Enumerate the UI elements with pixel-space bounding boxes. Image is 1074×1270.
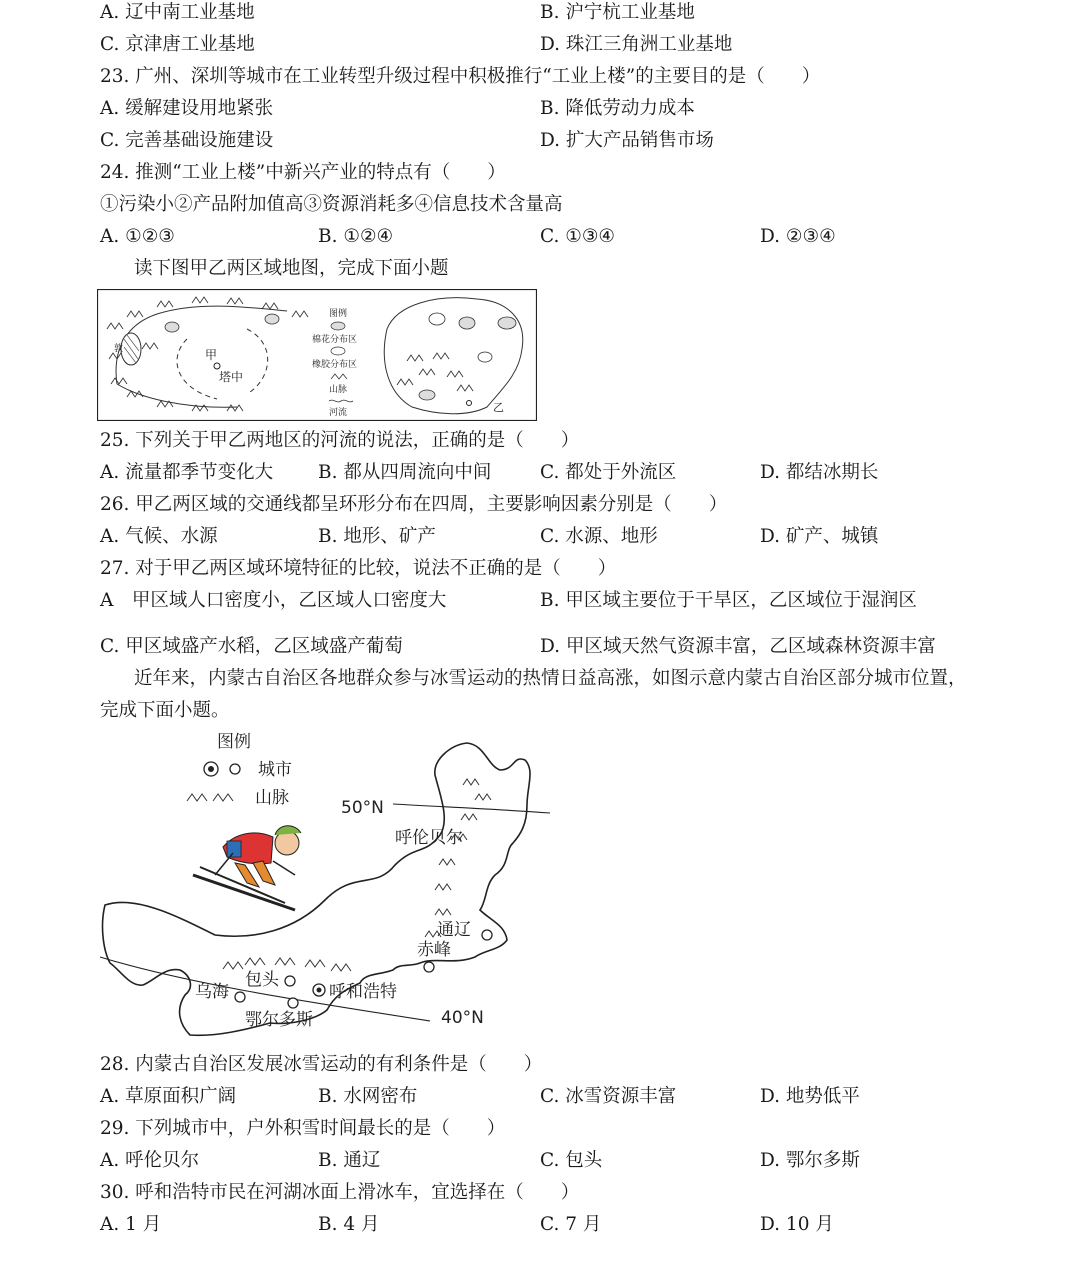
legend1-mountain: 山脉 bbox=[329, 385, 348, 395]
legend1-rubber: 橡胶分布区 bbox=[312, 360, 358, 370]
q29-option-b: B. 通辽 bbox=[318, 1150, 381, 1171]
q28-option-d: D. 地势低平 bbox=[760, 1086, 860, 1107]
q23-option-d: D. 扩大产品销售市场 bbox=[540, 130, 714, 151]
q26-option-a: A. 气候、水源 bbox=[100, 526, 218, 547]
city-ordos: 鄂尔多斯 bbox=[245, 1010, 313, 1030]
q28-stem: 28. 内蒙古自治区发展冰雪运动的有利条件是（ ） bbox=[100, 1054, 543, 1075]
q27-stem: 27. 对于甲乙两区域环境特征的比较，说法不正确的是（ ） bbox=[100, 558, 617, 579]
q27-option-a: A 甲区域人口密度小，乙区域人口密度大 bbox=[100, 590, 447, 611]
intro-map2-line2: 完成下面小题。 bbox=[100, 700, 230, 721]
q26-option-d: D. 矿产、城镇 bbox=[760, 526, 879, 547]
intro-map2-line1: 近年来，内蒙古自治区各地群众参与冰雪运动的热情日益高涨，如图示意内蒙古自治区部分城市位置， bbox=[134, 668, 967, 689]
q24-stem: 24. 推测“工业上楼”中新兴产业的特点有（ ） bbox=[100, 162, 506, 183]
label-left: 敦 bbox=[114, 344, 124, 354]
q30-option-b: B. 4 月 bbox=[318, 1214, 380, 1235]
q28-option-a: A. 草原面积广阔 bbox=[100, 1086, 237, 1107]
q27-option-d: D. 甲区域天然气资源丰富，乙区域森林资源丰富 bbox=[540, 636, 936, 657]
map-inner-mongolia bbox=[95, 725, 565, 1045]
city-tongliao: 通辽 bbox=[437, 920, 471, 940]
city-baotou: 包头 bbox=[245, 970, 279, 990]
lat-50-label: 50°N bbox=[341, 798, 384, 818]
q30-option-a: A. 1 月 bbox=[100, 1214, 162, 1235]
lat-40-label: 40°N bbox=[441, 1008, 484, 1028]
q29-option-c: C. 包头 bbox=[540, 1150, 603, 1171]
legend2-title: 图例 bbox=[217, 732, 251, 752]
city-wuhai: 乌海 bbox=[195, 982, 229, 1002]
q24-option-d: D. ②③④ bbox=[760, 226, 836, 247]
q29-option-d: D. 鄂尔多斯 bbox=[760, 1150, 860, 1171]
q22-option-d: D. 珠江三角洲工业基地 bbox=[540, 34, 733, 55]
q26-option-b: B. 地形、矿产 bbox=[318, 526, 436, 547]
legend2-city: 城市 bbox=[258, 760, 292, 780]
q24-option-b: B. ①②④ bbox=[318, 226, 394, 247]
q23-option-c: C. 完善基础设施建设 bbox=[100, 130, 274, 151]
q24-option-c: C. ①③④ bbox=[540, 226, 616, 247]
q28-option-c: C. 冰雪资源丰富 bbox=[540, 1086, 677, 1107]
q25-option-d: D. 都结冰期长 bbox=[760, 462, 879, 483]
q22-option-c: C. 京津唐工业基地 bbox=[100, 34, 255, 55]
map-jia-yi bbox=[97, 289, 537, 421]
q30-stem: 30. 呼和浩特市民在河湖冰面上滑冰车，宜选择在（ ） bbox=[100, 1182, 580, 1203]
legend1-river: 河流 bbox=[329, 408, 348, 418]
q24-option-a: A. ①②③ bbox=[100, 226, 175, 247]
q27-option-b: B. 甲区域主要位于干旱区，乙区域位于湿润区 bbox=[540, 590, 917, 611]
q24-items: ①污染小②产品附加值高③资源消耗多④信息技术含量高 bbox=[100, 194, 563, 215]
q26-option-c: C. 水源、地形 bbox=[540, 526, 658, 547]
q30-option-d: D. 10 月 bbox=[760, 1214, 834, 1235]
q22-option-a: A. 辽中南工业基地 bbox=[100, 2, 255, 23]
legend2-mountain: 山脉 bbox=[255, 788, 289, 808]
label-tazhong: 塔中 bbox=[219, 370, 244, 384]
q25-option-b: B. 都从四周流向中间 bbox=[318, 462, 492, 483]
intro-map1: 读下图甲乙两区域地图，完成下面小题 bbox=[134, 258, 449, 279]
q26-stem: 26. 甲乙两区域的交通线都呈环形分布在四周，主要影响因素分别是（ ） bbox=[100, 494, 728, 515]
label-jia: 甲 bbox=[205, 348, 218, 362]
q30-option-c: C. 7 月 bbox=[540, 1214, 602, 1235]
legend1-title: 图例 bbox=[329, 309, 348, 319]
q29-option-a: A. 呼伦贝尔 bbox=[100, 1150, 200, 1171]
city-hohhot: 呼和浩特 bbox=[329, 982, 397, 1002]
q28-option-b: B. 水网密布 bbox=[318, 1086, 418, 1107]
q27-option-c: C. 甲区域盛产水稻，乙区域盛产葡萄 bbox=[100, 636, 403, 657]
legend1-cotton: 棉花分布区 bbox=[312, 335, 358, 345]
skier-illustration bbox=[193, 826, 301, 910]
city-hulunbuir: 呼伦贝尔 bbox=[395, 828, 463, 848]
q22-option-b: B. 沪宁杭工业基地 bbox=[540, 2, 695, 23]
city-chifeng: 赤峰 bbox=[417, 940, 451, 960]
q25-stem: 25. 下列关于甲乙两地区的河流的说法，正确的是（ ） bbox=[100, 430, 580, 451]
q23-option-a: A. 缓解建设用地紧张 bbox=[100, 98, 274, 119]
q23-option-b: B. 降低劳动力成本 bbox=[540, 98, 695, 119]
q25-option-a: A. 流量都季节变化大 bbox=[100, 462, 274, 483]
q23-stem: 23. 广州、深圳等城市在工业转型升级过程中积极推行“工业上楼”的主要目的是（ ） bbox=[100, 66, 821, 87]
q25-option-c: C. 都处于外流区 bbox=[540, 462, 677, 483]
label-yi: 乙 bbox=[493, 401, 504, 414]
q29-stem: 29. 下列城市中，户外积雪时间最长的是（ ） bbox=[100, 1118, 506, 1139]
